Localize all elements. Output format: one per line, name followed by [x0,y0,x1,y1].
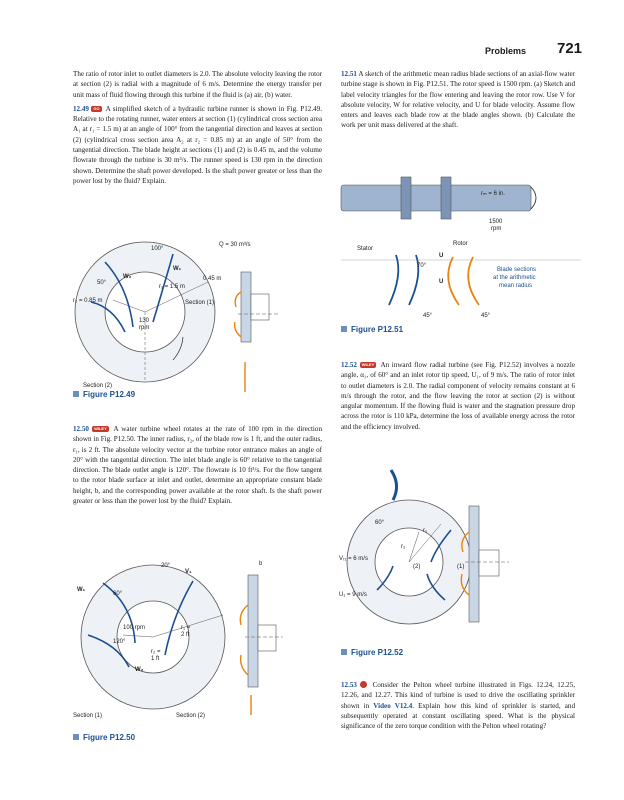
problem-number: 12.53 [341,681,357,689]
fig50-angle-120: 120° [113,639,126,645]
fig51-rm: rₘ = 6 in. [481,191,505,197]
problem-number: 12.52 [341,361,357,369]
caption-text: Figure P12.49 [83,390,136,399]
figure-p12-49 [73,232,323,392]
fig50-b: b [259,561,263,567]
fig50-r2-val: 1 ft [151,656,160,662]
fig49-angle-50: 50° [97,280,107,286]
caption-marker-icon [73,391,79,397]
fig50-r1: r₁ = [181,625,191,631]
fig50-angle-60: 60° [113,591,123,597]
figure-p12-51-drawing [341,165,581,325]
fig51-note-3: mean radius [499,283,533,289]
rotation-arrow [531,187,536,209]
problem-text: An inward flow radial turbine (see Fig. P12.52) involves a nozzle angle, α₁, of 60° and an inlet rotor tip speed, U₁, of 9 m/s. The ratio of rotor inlet to outlet diameters is 2.0. The radial component of velocity remains constant at 6 m/s through the rotor, and the flow leaving the rotor at section (2) is without angular momentum. If the flowing fluid is water and the stagnation pressure drop across the rotor is 110 kPa, determine the loss of available energy across the rotor and the efficiency involved. [341,361,575,431]
problem-text-before: Consider the Pelton wheel turbine illustrated in Figs. 12.24, 12.25, 12.26, and 12.27. This kind of turbine is used to drive the oscillating sprinkler shown in [341,681,575,710]
fig50-angle-20: 20° [161,563,171,569]
figure-p12-49-drawing [73,232,323,392]
stator-disc [401,177,411,219]
flow-arrow-1 [235,292,241,307]
section-view-body [469,506,479,622]
fig50-w1: W₁ [77,587,86,593]
fig52-r1: r₁ [423,528,428,534]
flow-arrow-2 [241,655,248,675]
fig50-w2: W₂ [135,667,144,673]
fig52-u1: U₁ = 9 m/s [339,592,367,598]
figure-p12-50 [73,555,323,719]
left-column [73,69,322,186]
fig50-v1: V₁ [185,569,192,575]
fig50-section2: Section (2) [176,713,206,719]
flow-arrow-2 [235,322,241,337]
fig51-rotor: Rotor [453,241,468,247]
page-number: 721 [557,40,583,57]
video-link[interactable]: Video V12.4 [373,701,413,710]
fig52-sec2: (2) [413,564,421,570]
problem-12-49 [73,104,322,186]
caption-p12-51 [341,325,403,334]
right-column [341,69,575,131]
problem-12-51 [341,69,575,131]
figure-p12-50-drawing [73,555,323,719]
fig49-section2: Section (2) [83,383,113,389]
caption-marker-icon [73,734,79,740]
fig51-u-top: U [439,253,444,259]
video-icon [360,681,367,688]
fig50-r2: r₂ = [151,649,161,655]
fig51-note-1: Blade sections [497,267,537,273]
fig49-q-label: Q = 30 m³/s [219,242,251,248]
problem-12-53 [341,680,575,731]
rotor-blade-2 [468,257,479,305]
fig52-sec1: (1) [457,564,465,570]
caption-p12-50 [73,733,135,742]
problem-text: A water turbine wheel rotates at the rate of 100 rpm in the direction shown in Fig. P12.50. The inner radius, r₂, of the blade row is 1 ft, and the outer radius, r₁, is 2 ft. The absolute velocity vector at the turbine rotor entrance makes an angle of 20° with the tangential direction. The inlet blade angle is 60° relative to the tangential direction. The blade outlet angle is 120°. The flowrate is 10 ft³/s. For the flow tangent to the rotor blade surface at inlet and outlet, determine an appropriate constant blade height, b, and the corresponding power available at the rotor shaft. Is the shaft power greater or less than the power lost by the fluid? Explain. [73,425,322,506]
problem-text: A sketch of the arithmetic mean radius blade sections of an axial-flow water turbine stage is shown in Fig. P12.51. The rotor speed is 1500 rpm. (a) Sketch and label velocity triangles for the flow entering and leaving the rotor row. Use V for absolute velocity, W for relative velocity, and U for blade velocity. Assume flow enters and leaves each blade row at the blade angles shown. (b) Calculate the work per unit mass delivered at the shaft. [341,70,576,130]
caption-text: Figure P12.51 [351,325,404,334]
fig51-angle-45b: 45° [481,313,491,319]
problem-12-50 [73,424,322,506]
fig49-speed: 130 [139,318,150,324]
fig49-r2: r₂ = 0.85 m [73,298,103,304]
fig52-angle-60: 60° [375,520,385,526]
caption-p12-52 [341,648,403,657]
fig52-r2: r₂ [401,544,406,550]
figure-p12-51 [341,165,581,325]
problem-number: 12.51 [341,70,357,78]
left-column-lower [73,424,322,506]
problem-text: A simplified sketch of a hydraulic turbine runner is shown in Fig. P12.49. Relative to the rotating runner, water enters at section (1) (cylindrical cross section area A₁ at r₁ = 1.5 m) at an angle of 100° from the tangential direction and leaves at section (2) (cylindrical cross section area A₂ at r₂ = 0.85 m) at an angle of 50° from the tangential direction. The blade height at sections (1) and (2) is 0.45 m, and the volume flowrate through the turbine is 30 m³/s. The runner speed is 130 rpm in the direction shown. Determine the shaft power developed. Is the shaft power greater or less than the power lost by the fluid? Explain. [73,104,322,185]
section-view-flange [251,294,269,320]
caption-text: Figure P12.50 [83,733,136,742]
fig51-u-bottom: U [439,279,444,285]
fig49-section1: Section (1) [185,300,215,306]
running-header-section: Problems [485,46,527,56]
fig51-note-2: at the arithmetic [493,275,536,281]
figure-p12-52-drawing [341,470,581,640]
nozzle-vane [391,470,397,500]
wiley-tag-icon: WILEY [94,426,107,431]
section-view-flange [258,625,276,651]
caption-text: Figure P12.52 [351,648,404,657]
problem-12-52 [341,360,575,432]
rotor-disc [441,177,451,219]
fig51-stator: Stator [357,246,374,252]
fig51-angle-70: 70° [417,263,427,269]
problem-number: 12.49 [73,104,89,113]
continuation-paragraph: The ratio of rotor inlet to outlet diameters is 2.0. The absolute velocity leaving the rotor at section (2) is radial with a magnitude of 6 m/s. Determine the energy transfer per unit mass of fluid flowing through this turbine if the fluid is (a) air, (b) water. [73,70,322,99]
right-column-lower [341,680,575,731]
fig51-angle-45a: 45° [423,313,433,319]
fig51-speed-unit: rpm [491,226,502,232]
problem-text-after: . Explain how this kind of sprinkler is started, and subsequently operated at constant oscillating speed. What is the physical significance of the zero torque condition with the Pelton wheel rotating? [341,701,575,731]
problem-number: 12.50 [73,425,89,433]
rotor-blade-1 [448,257,459,305]
caption-p12-49 [73,390,135,399]
fig49-speed-unit: rpm [139,325,150,331]
section-view-body [248,575,258,687]
fig49-r1: r₁ = 1.5 m [159,284,185,290]
wiley-tag-icon: WILEY [361,362,375,367]
section-view-body [241,272,251,342]
fig49-height: 0.45 m [203,276,222,282]
caption-marker-icon [341,326,347,332]
figure-p12-52 [341,470,581,640]
fig51-speed: 1500 [489,219,503,225]
fig50-section1: Section (1) [73,713,103,719]
stator-blade-1 [389,255,398,305]
fig49-w2: W₂ [123,274,132,280]
flow-arrow-1 [240,605,248,625]
section-view-flange [479,550,499,576]
fig50-r1-val: 2 ft [181,632,190,638]
fig52-vr1: Vᵣ₁ = 6 m/s [339,556,368,562]
fig49-angle-100: 100° [151,246,164,252]
right-column-mid [341,360,575,432]
fig49-w1: W₁ [173,266,182,272]
turbine-shaft [341,185,531,211]
go-tag-icon: GO [93,105,100,111]
caption-marker-icon [341,649,347,655]
fig50-speed: 100 rpm [123,625,146,631]
